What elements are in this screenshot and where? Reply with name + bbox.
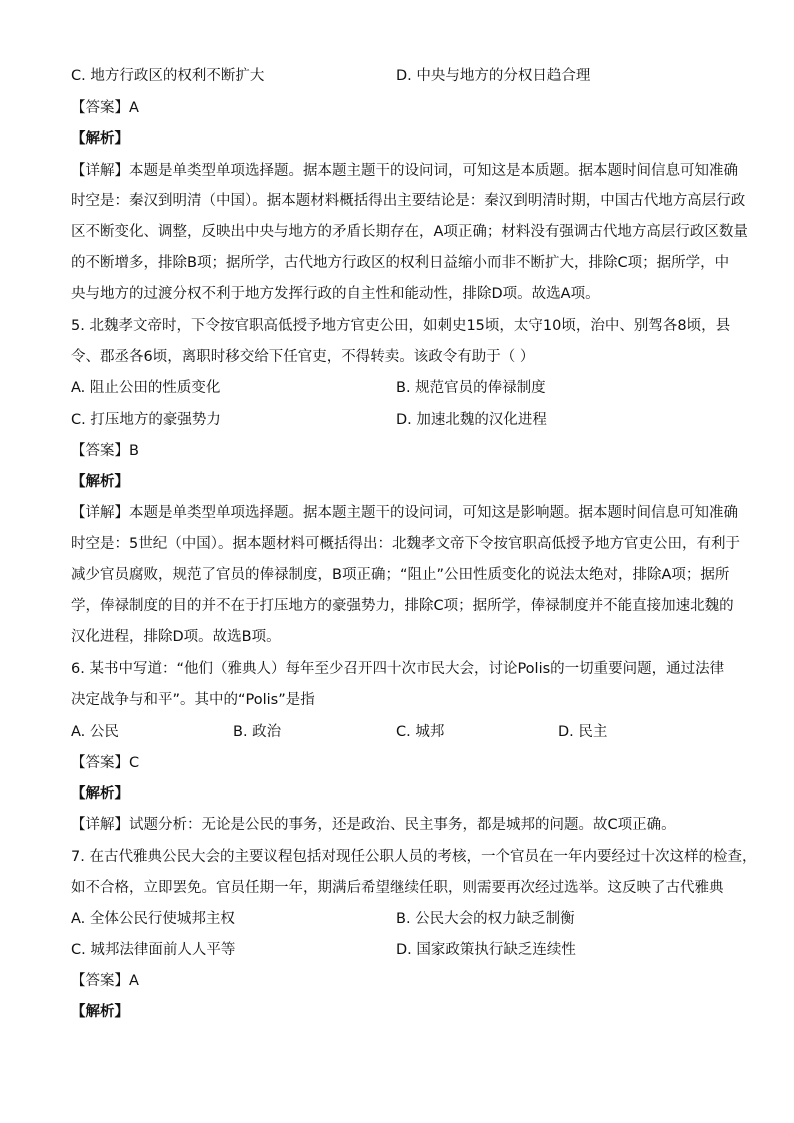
q4-answer: 【答案】A [71, 100, 139, 116]
q7-stem-line: 7. 在古代雅典公民大会的主要议程包括对现任公职人员的考核，一个官员在一年内要经过十次这样的检查， [71, 849, 757, 865]
q4-detail-line: 区不断变化、调整，反映出中央与地方的矛盾长期存在，A项正确；材料没有强调古代地方高层行政区数量 [71, 224, 748, 240]
q7-option-a: A. 全体公民行使城邦主权 [71, 911, 235, 927]
q6-option-c: C. 城邦 [396, 724, 445, 740]
q6-option-d: D. 民主 [558, 724, 608, 740]
q5-detail-line: 学，俸禄制度的目的并不在于打压地方的豪强势力，排除C项；据所学，俸禄制度并不能直接加速北魏的 [71, 598, 734, 614]
q7-option-c: C. 城邦法律面前人人平等 [71, 942, 236, 958]
q7-option-d: D. 国家政策执行缺乏连续性 [396, 942, 576, 958]
q5-option-d: D. 加速北魏的汉化进程 [396, 412, 547, 428]
q5-stem-line: 令、郡丞各6顷，离职时移交给下任官吏，不得转卖。该政令有助于（ ） [71, 349, 535, 365]
q6-detail-line: 【详解】试题分析：无论是公民的事务，还是政治、民主事务，都是城邦的问题。故C项正确。 [71, 817, 676, 833]
q6-answer: 【答案】C [71, 755, 140, 771]
q6-stem-line: 决定战争与和平”。其中的“Polis”是指 [71, 692, 315, 708]
q4-detail-line: 【详解】本题是单类型单项选择题。据本题主题干的设问词，可知这是本质题。据本题时间信息可知准确 [71, 163, 738, 179]
q6-analysis-heading: 【解析】 [71, 786, 129, 802]
q4-option-d: D. 中央与地方的分权日趋合理 [396, 68, 591, 84]
q5-option-b: B. 规范官员的俸禄制度 [396, 380, 546, 396]
q5-detail-line: 时空是：5世纪（中国）。据本题材料可概括得出：北魏孝文帝下令按官职高低授予地方官吏公田，有利于 [71, 536, 740, 552]
q5-detail-line: 【详解】本题是单类型单项选择题。据本题主题干的设问词，可知这是影响题。据本题时间信息可知准确 [71, 505, 738, 521]
q5-answer: 【答案】B [71, 443, 139, 459]
q4-detail-line: 央与地方的过渡分权不利于地方发挥行政的自主性和能动性，排除D项。故选A项。 [71, 286, 600, 302]
q5-option-a: A. 阻止公田的性质变化 [71, 380, 221, 396]
q7-analysis-heading: 【解析】 [71, 1004, 129, 1020]
q4-detail-line: 的不断增多，排除B项；据所学，古代地方行政区的权利日益缩小而非不断扩大，排除C项；据所学，中 [71, 255, 730, 271]
q5-detail-line: 减少官员腐败，规范了官员的俸禄制度，B项正确；“阻止”公田性质变化的说法太绝对，排除A项；据所 [71, 567, 730, 583]
q7-option-b: B. 公民大会的权力缺乏制衡 [396, 911, 575, 927]
q6-option-a: A. 公民 [71, 724, 119, 740]
q5-option-c: C. 打压地方的豪强势力 [71, 412, 221, 428]
q5-analysis-heading: 【解析】 [71, 474, 129, 490]
q6-option-b: B. 政治 [233, 724, 282, 740]
q4-analysis-heading: 【解析】 [71, 131, 129, 147]
q7-stem-line: 如不合格，立即罢免。官员任期一年，期满后希望继续任职，则需要再次经过选举。这反映了古代雅典 [71, 880, 724, 896]
q5-stem-line: 5. 北魏孝文帝时，下令按官职高低授予地方官吏公田，如刺史15顷，太守10顷，治中、别驾各8顷，县 [71, 318, 731, 334]
q4-detail-line: 时空是：秦汉到明清（中国）。据本题材料概括得出主要结论是：秦汉到明清时期，中国古代地方高层行政 [71, 193, 746, 209]
q4-option-c: C. 地方行政区的权利不断扩大 [71, 68, 265, 84]
q7-answer: 【答案】A [71, 973, 139, 989]
q5-detail-line: 汉化进程，排除D项。故选B项。 [71, 629, 281, 645]
q6-stem-line: 6. 某书中写道：“他们（雅典人）每年至少召开四十次市民大会，讨论Polis的一切重要问题，通过法律 [71, 661, 725, 677]
